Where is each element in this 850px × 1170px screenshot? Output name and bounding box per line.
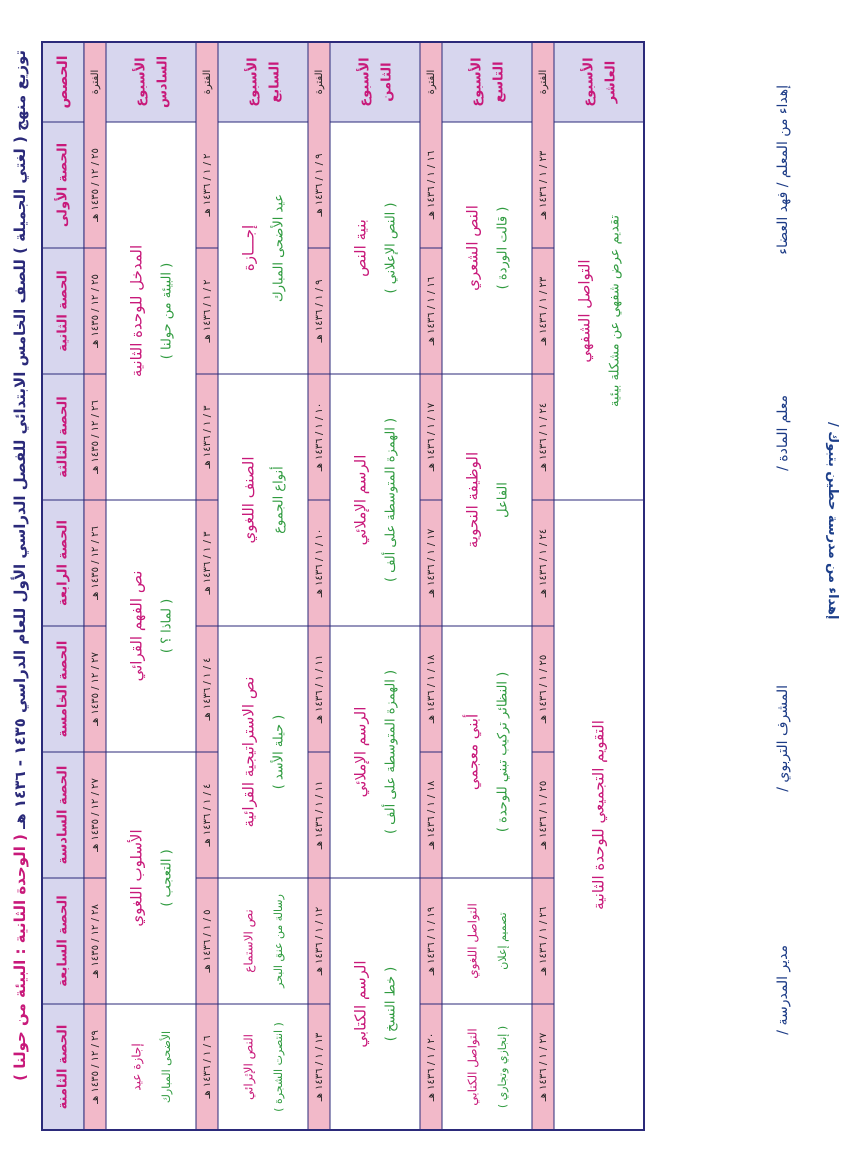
- column-header: الحصة الرابعة: [55, 520, 71, 606]
- lesson-subtitle: ( إنجازي وتجاري ): [496, 1025, 509, 1109]
- date-cell: ٦ / ١ / ١٤٣٦ هـ: [202, 1035, 213, 1099]
- lesson-subtitle: ( التعجب ): [159, 849, 175, 907]
- footer-teacher: إهداء من المعلم / فهد العضاء: [775, 85, 791, 255]
- week-cell: [106, 42, 196, 122]
- date-cell: ٢٤ / ١ / ١٤٣٦ هـ: [538, 402, 549, 472]
- lesson-title: التقويم التجميعي للوحدة الثانية: [589, 720, 608, 910]
- week-name: الأسبوع: [245, 57, 261, 107]
- lesson-subtitle: تصميم إعلان: [496, 912, 509, 970]
- week-name: التاسع: [491, 61, 507, 103]
- date-cell: ١٦ / ١ / ١٤٣٦ هـ: [426, 150, 437, 220]
- date-cell: ٢ / ١ / ١٤٣٦ هـ: [202, 279, 213, 343]
- week-name: الأسبوع: [469, 57, 485, 107]
- lesson-title: الرسم الإملائي: [351, 454, 370, 546]
- date-cell: ٢٥ / ١ / ١٤٣٦ هـ: [538, 780, 549, 850]
- lesson-subtitle: ( البيئة من حولنا ): [159, 262, 175, 360]
- date-cell: ٣ / ١ / ١٤٣٦ هـ: [202, 405, 213, 469]
- signature-footer: [765, 65, 805, 1145]
- column-header: الحصة الأولى: [55, 142, 71, 228]
- lesson-subtitle: ( الهمزة المتوسطة على ألف ): [383, 417, 399, 583]
- date-cell: ١٣ / ١ / ١٤٣٦ هـ: [314, 1032, 325, 1102]
- week-cell: [554, 42, 644, 122]
- date-cell: ١٧ / ١ / ١٤٣٦ هـ: [426, 402, 437, 472]
- lesson-title: التواصل الشفهي: [575, 259, 594, 363]
- week-name: الأسبوع: [357, 57, 373, 107]
- title-lead: توزيع منهج ( لغتي الجميلة ) للصف الخامس الابتدائي للفصل الدراسي الأول للعام الدراسي ١٤٣٥ - ١٤٣٦ هـ: [11, 50, 29, 829]
- lesson-title: التواصل الكتابي: [465, 1028, 480, 1106]
- lesson-title: الرسم الإملائي: [351, 706, 370, 798]
- date-cell: ١٢ / ١ / ١٤٣٦ هـ: [314, 906, 325, 976]
- title-unit: ( الوحدة الثانية : البيئة من حولنا ): [11, 834, 29, 1081]
- date-cell: ٢٧ / ١ / ١٤٣٦ هـ: [538, 1032, 549, 1102]
- lesson-title: أبني معجمي: [463, 713, 482, 791]
- column-header: الحصة الثامنة: [55, 1024, 71, 1110]
- lesson-subtitle: الفاعل: [495, 482, 511, 518]
- date-cell: ٢٨ / ١٢ / ١٤٣٥ هـ: [90, 904, 101, 978]
- date-cell: ١٩ / ١ / ١٤٣٦ هـ: [426, 906, 437, 976]
- lesson-title: النص الشعري: [463, 205, 482, 291]
- lesson-subtitle: ( الهمزة المتوسطة على ألف ): [383, 669, 399, 835]
- week-name: الأسبوع: [581, 57, 597, 107]
- date-cell: ٢٦ / ١ / ١٤٣٦ هـ: [538, 906, 549, 976]
- lesson-subtitle: أنواع الجموع: [271, 466, 287, 534]
- lesson-subtitle: ( النظائر تركيب تبني للوحدة ): [495, 671, 511, 833]
- date-cell: ٢٦ / ١٢ / ١٤٣٥ هـ: [90, 526, 101, 600]
- lesson-subtitle: رسالة من عنق البحر: [272, 894, 285, 988]
- date-cell: ٩ / ١ / ١٤٣٦ هـ: [314, 279, 325, 343]
- header-weeks-label: الحصص: [55, 55, 71, 109]
- column-header: الحصة السادسة: [55, 765, 71, 865]
- lesson-title: النص الإثرائي: [241, 1034, 256, 1100]
- date-cell: ٢٣ / ١ / ١٤٣٦ هـ: [538, 150, 549, 220]
- lesson-title: الأسلوب اللغوي: [127, 829, 146, 927]
- date-cell: ٤ / ١ / ١٤٣٦ هـ: [202, 783, 213, 847]
- lesson-title: إجـــازة: [239, 224, 258, 272]
- period-label: الفترة: [538, 69, 549, 95]
- date-cell: ٢٧ / ١٢ / ١٤٣٥ هـ: [90, 652, 101, 726]
- date-cell: ٢٩ / ١٢ / ١٤٣٥ هـ: [90, 1030, 101, 1104]
- period-label: الفترة: [202, 69, 213, 95]
- lesson-subtitle: ( حيلة الأسد ): [271, 714, 287, 790]
- lesson-row: [554, 122, 644, 1130]
- lesson-title: إجازة عيد: [129, 1043, 144, 1091]
- week-name: السادس: [155, 55, 171, 109]
- lesson-subtitle: ( لماذا ؟ ): [159, 598, 175, 654]
- date-cell: ٢٥ / ١ / ١٤٣٦ هـ: [538, 654, 549, 724]
- lesson-title: المدخل للوحدة الثانية: [127, 244, 146, 378]
- lesson-subtitle: تقديم عرض شفهي عن مشكلة بيئية: [607, 215, 623, 407]
- week-name: الثامن: [379, 62, 395, 102]
- lesson-title: نص الفهم القرائي: [127, 570, 146, 682]
- date-cell: ٢٤ / ١ / ١٤٣٦ هـ: [538, 528, 549, 598]
- period-label: الفترة: [426, 69, 437, 95]
- lesson-subtitle: ( خط النسخ ): [383, 966, 399, 1042]
- lesson-row: [106, 122, 196, 1130]
- lesson-subtitle: ( قالت الوردة ): [495, 206, 511, 290]
- date-cell: ١٦ / ١ / ١٤٣٦ هـ: [426, 276, 437, 346]
- date-cell: ٢ / ١ / ١٤٣٦ هـ: [202, 153, 213, 217]
- lesson-subtitle: الأضحى المبارك: [160, 1030, 173, 1104]
- footer-principal: مدير المدرسة /: [775, 945, 791, 1035]
- date-cell: ١١ / ١ / ١٤٣٦ هـ: [314, 654, 325, 724]
- lesson-title: التواصل اللغوي: [465, 903, 480, 979]
- date-cell: ٢٥ / ١٢ / ١٤٣٥ هـ: [90, 148, 101, 222]
- column-header: الحصة الثانية: [55, 270, 71, 352]
- lesson-title: نص الاستماع: [241, 909, 256, 973]
- date-cell: ١٧ / ١ / ١٤٣٦ هـ: [426, 528, 437, 598]
- date-cell: ١٨ / ١ / ١٤٣٦ هـ: [426, 780, 437, 850]
- lesson-title: الصنف اللغوي: [239, 456, 258, 544]
- week-cell: [442, 42, 532, 122]
- period-label: الفترة: [314, 69, 325, 95]
- period-label: الفترة: [90, 69, 101, 95]
- lesson-subtitle: عيد الأضحى المبارك: [271, 193, 287, 303]
- date-cell: ٢٥ / ١٢ / ١٤٣٥ هـ: [90, 274, 101, 348]
- date-cell: ٩ / ١ / ١٤٣٦ هـ: [314, 153, 325, 217]
- lesson-subtitle: ( النص الإعلاني ): [383, 202, 399, 294]
- column-header: الحصة السابعة: [55, 895, 71, 987]
- week-name: العاشر: [603, 60, 619, 104]
- date-cell: ٢٠ / ١ / ١٤٣٦ هـ: [426, 1032, 437, 1102]
- week-cell: [330, 42, 420, 122]
- footer-subject-teacher: معلم المادة /: [775, 395, 791, 471]
- date-cell: ١٨ / ١ / ١٤٣٦ هـ: [426, 654, 437, 724]
- lesson-title: نص الاستراتيجية القرائية: [239, 676, 258, 828]
- lesson-title: بنية النص: [351, 219, 370, 277]
- week-name: السابع: [267, 61, 283, 103]
- date-cell: ١١ / ١ / ١٤٣٦ هـ: [314, 780, 325, 850]
- column-header: الحصة الثالثة: [55, 396, 71, 478]
- week-name: الأسبوع: [133, 57, 149, 107]
- week-cell: [218, 42, 308, 122]
- date-cell: ١٠ / ١ / ١٤٣٦ هـ: [314, 528, 325, 598]
- date-cell: ٢٣ / ١ / ١٤٣٦ هـ: [538, 276, 549, 346]
- date-cell: ٢٧ / ١٢ / ١٤٣٥ هـ: [90, 778, 101, 852]
- date-cell: ١٠ / ١ / ١٤٣٦ هـ: [314, 402, 325, 472]
- lesson-title: الرسم الكتابي: [351, 960, 370, 1048]
- date-cell: ٢٦ / ١٢ / ١٤٣٥ هـ: [90, 400, 101, 474]
- column-header: الحصة الخامسة: [55, 640, 71, 738]
- lesson-subtitle: ( انتصرت الشجرة ): [272, 1022, 285, 1112]
- date-cell: ٥ / ١ / ١٤٣٦ هـ: [202, 909, 213, 973]
- side-note: إهداء من مدرسة حطين بتبوك /: [825, 422, 840, 620]
- date-cell: ٣ / ١ / ١٤٣٦ هـ: [202, 531, 213, 595]
- lesson-title: الوظيفة النحوية: [463, 451, 482, 549]
- date-cell: ٤ / ١ / ١٤٣٦ هـ: [202, 657, 213, 721]
- footer-supervisor: المشرف التربوي /: [775, 685, 791, 792]
